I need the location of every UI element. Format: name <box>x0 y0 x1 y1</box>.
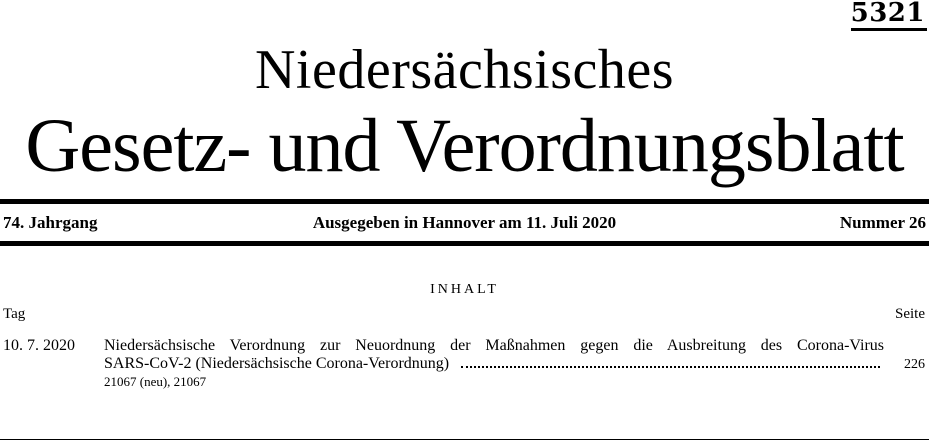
column-header-date: Tag <box>3 306 26 322</box>
issue-number: Nummer 26 <box>839 213 926 232</box>
page-number: 5321 <box>851 0 927 31</box>
masthead-title-line1: Niedersächsisches <box>254 39 674 101</box>
entry-date: 10. 7. 2020 <box>3 337 75 354</box>
bottom-thin-rule <box>0 439 929 440</box>
issue-info-bar <box>0 210 929 236</box>
column-header-page: Seite <box>895 306 925 322</box>
entry-title-line2-row <box>104 354 884 373</box>
entry-classification-codes: 21067 (neu), 21067 <box>104 374 207 389</box>
contents-heading: INHALT <box>430 282 499 297</box>
publication-date: Ausgegeben in Hannover am 11. Juli 2020 <box>312 213 617 232</box>
top-thick-rule <box>0 199 929 204</box>
middle-thick-rule <box>0 241 929 246</box>
dot-leader <box>461 354 880 368</box>
masthead-title-line2: Gesetz- und Verordnungsblatt <box>25 104 904 188</box>
entry-title-line2[interactable]: SARS-CoV-2 (Niedersächsische Corona-Verordnung) <box>104 355 450 372</box>
entry-page-number[interactable]: 226 <box>904 357 925 372</box>
entry-title-line1[interactable]: Niedersächsische Verordnung zur Neuordnung der Maßnahmen gegen die Ausbreitung des Corona-Virus <box>104 337 884 354</box>
volume-label: 74. Jahrgang <box>3 213 98 232</box>
